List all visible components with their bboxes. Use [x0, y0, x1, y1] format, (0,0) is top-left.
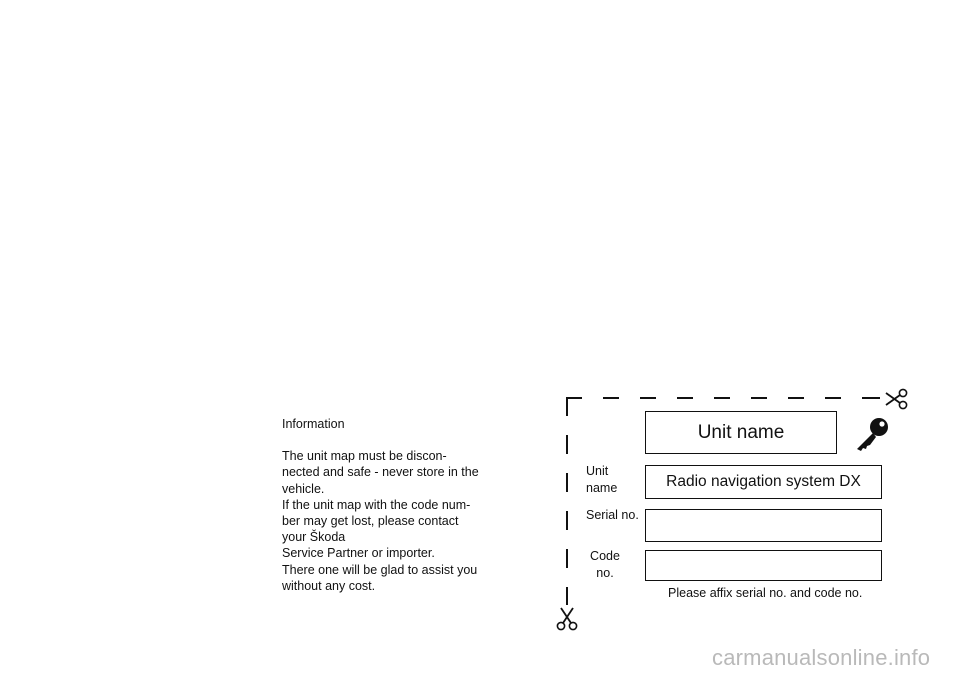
info-line: nected and safe - never store in the: [282, 465, 479, 480]
cut-line-dash: [566, 549, 568, 568]
info-line: without any cost.: [282, 578, 376, 593]
cut-line-dash: [566, 435, 568, 454]
watermark: carmanualsonline.info: [712, 645, 931, 670]
info-line: The unit map must be discon-: [282, 449, 447, 464]
unit-name-value: Radio navigation system DX: [666, 473, 861, 490]
cut-line-dash: [751, 397, 767, 399]
cut-line-dash: [677, 397, 693, 399]
information-heading: Information: [282, 417, 345, 431]
cut-line-dash: [862, 397, 880, 399]
cut-line-dash: [566, 587, 568, 605]
info-line: ber may get lost, please contact: [282, 514, 459, 529]
info-line: Service Partner or importer.: [282, 546, 435, 561]
info-line: your Škoda: [282, 530, 346, 545]
key-icon: [853, 415, 891, 453]
unit-name-field: [645, 465, 882, 499]
scissors-icon: [884, 388, 910, 410]
unit-name-label-line: name: [586, 481, 618, 495]
code-no-field: [645, 550, 882, 581]
cut-line-dash: [825, 397, 841, 399]
cut-line-dash: [603, 397, 619, 399]
cut-line-dash: [714, 397, 730, 399]
unit-name-label: [586, 463, 626, 497]
serial-no-label: Serial no.: [586, 508, 639, 522]
cut-line-dash: [788, 397, 804, 399]
scissors-icon: [556, 606, 578, 632]
cut-line-dash: [566, 397, 582, 399]
unit-name-title-box: [645, 411, 837, 454]
affix-note: Please affix serial no. and code no.: [668, 586, 863, 600]
cut-line-dash: [640, 397, 656, 399]
code-no-label: [588, 548, 622, 582]
code-no-label-line: no.: [596, 566, 614, 580]
serial-no-field: [645, 509, 882, 542]
info-line: vehicle.: [282, 481, 325, 496]
code-no-label-line: Code: [590, 549, 620, 563]
cut-line-dash: [566, 473, 568, 492]
info-line: There one will be glad to assist you: [282, 562, 478, 577]
cut-line-dash: [566, 511, 568, 530]
info-line: If the unit map with the code num-: [282, 497, 471, 512]
unit-name-label-line: Unit: [586, 464, 609, 478]
cut-line-dash: [566, 397, 568, 416]
unit-name-title: Unit name: [697, 421, 785, 443]
